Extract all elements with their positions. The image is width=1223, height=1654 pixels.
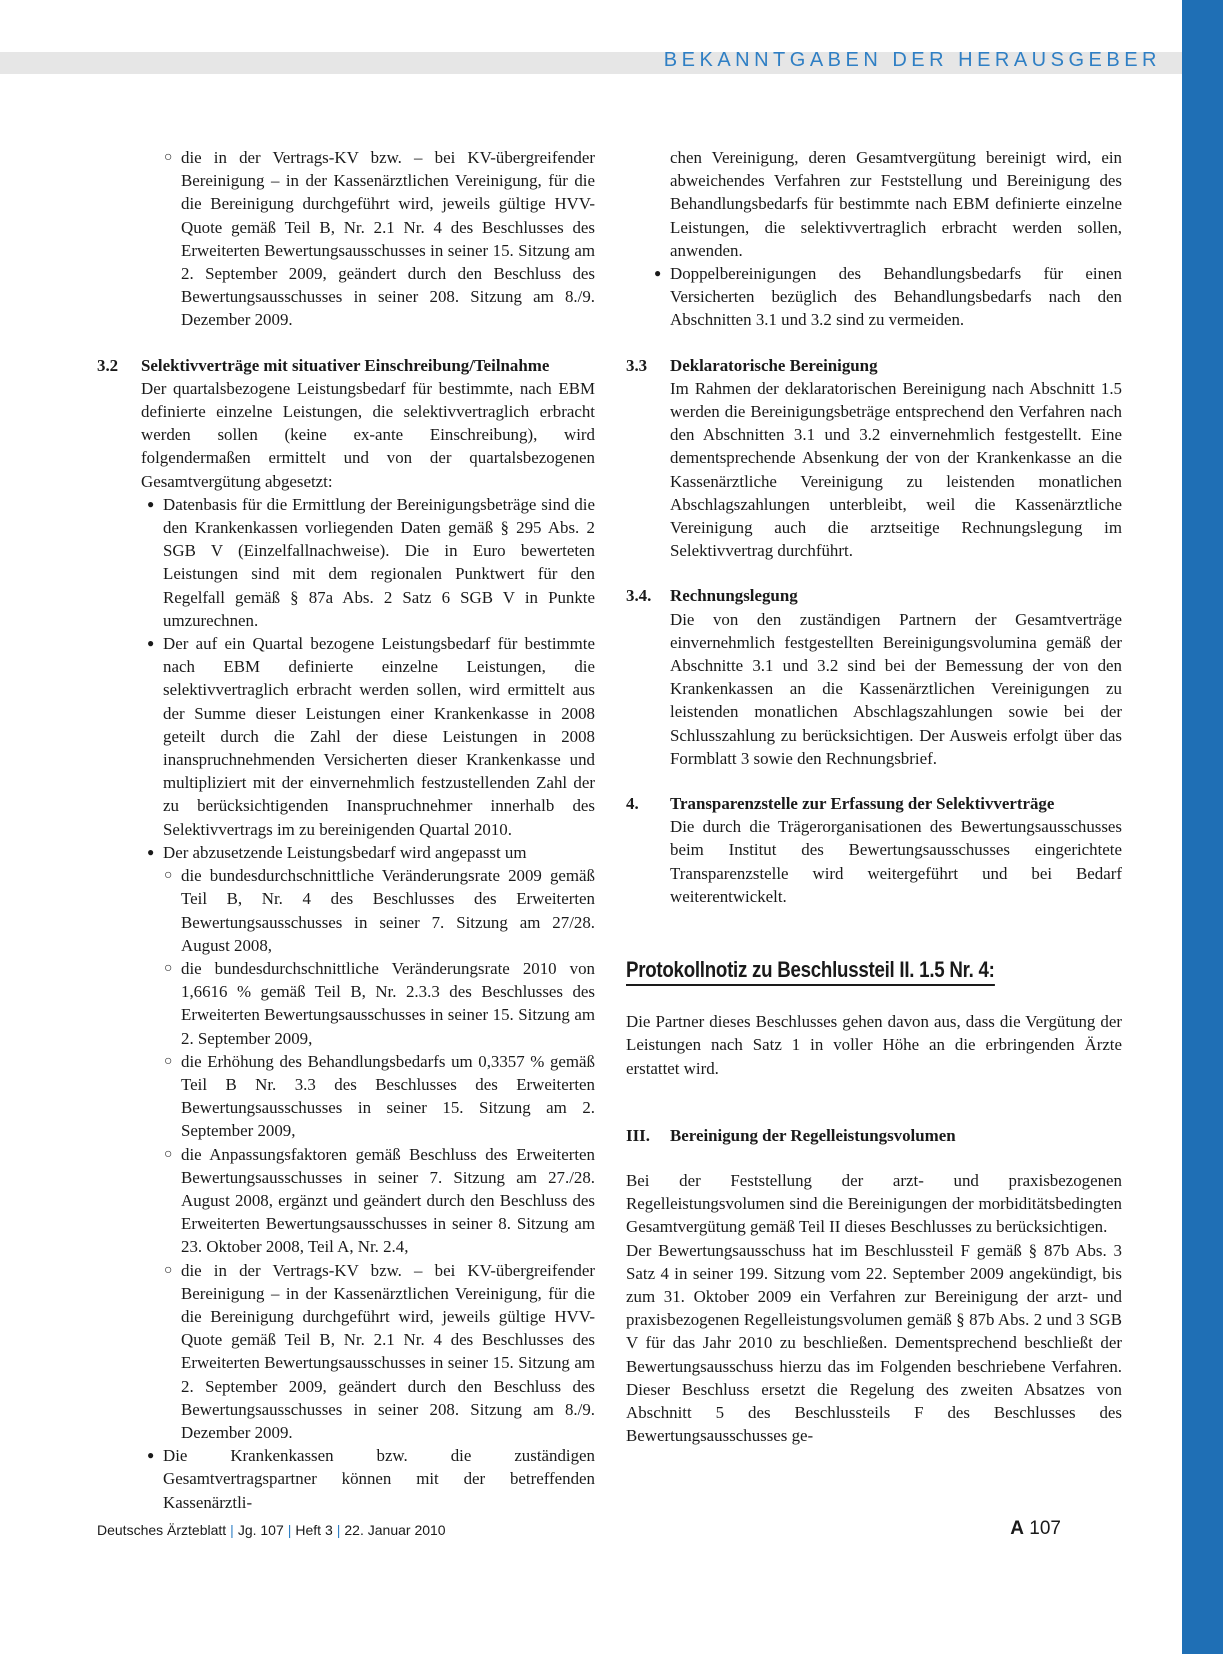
section-number: 3.2 — [97, 355, 119, 375]
continued-text: chen Vereinigung, deren Gesamtvergütung bereinigt wird, ein abweichendes Verfahren zur Feststellung und Bereinigung des Behandlungsbedarfs für bestimmte nach EBM definierte einzelne Leistungen, die selektivvertraglich erbracht werden sollen, anwenden. — [670, 148, 1122, 260]
section-title: Selektivverträge mit situativer Einschreibung/Teilnahme — [141, 355, 550, 375]
footer-citation — [97, 1522, 446, 1538]
section-text: Die durch die Trägerorganisationen des Bewertungsausschusses beim Institut des Bewertungsausschusses eingerichtete Transparenzstelle wird weitergeführt und bei Bedarf weiterentwickelt. — [670, 817, 1122, 906]
section-text: Der Bewertungsausschuss hat im Beschlussteil F gemäß § 87b Abs. 3 Satz 4 in seiner 199. Sitzung vom 22. September 2009 angekündigt, bis zum 31. Oktober 2009 ein Verfahren zur Bereinigung der arzt- und praxisbezogenen Regelleistungsvolumen gemäß § 87b Abs. 2 und 3 SGB V für das Jahr 2010 zu beschließen. Dementsprechend beschließt der Bewertungsausschuss hierzu das im Folgenden beschriebene Verfahren. Dieser Beschluss ersetzt die Regelung des zweiten Absatzes von Abschnitt 5 des Beschlussteils F des Beschlusses des Bewertungsausschusses ge- — [626, 1240, 1122, 1446]
right-column — [626, 146, 1122, 1447]
section-number: 3.4. — [626, 586, 652, 606]
section-text: Die von den zuständigen Partnern der Gesamtverträge einvernehmlich festgestellten Bereinigungsvolumina gemäß der Abschnitte 3.1 und 3.2 sind bei der Bemessung der von den Krankenkassen an die Kassenärztlichen Vereinigungen zu leistenden monatlichen Abschlagszahlungen sowie bei der Schlusszahlung zu berücksichtigen. Der Ausweis erfolgt über das Formblatt 3 sowie den Rechnungsbrief. — [670, 609, 1122, 768]
side-color-bar — [1182, 0, 1223, 1654]
section-number: III. — [626, 1125, 650, 1145]
page-prefix: A — [1010, 1518, 1025, 1539]
footer-separator: | — [287, 1522, 292, 1538]
protocol-note-heading: Protokollnotiz zu Beschlussteil II. 1.5 Nr. 4: — [626, 956, 995, 986]
list-item: ● Der auf ein Quartal bezogene Leistungsbedarf für bestimmte nach EBM definierte einzelne Leistungen, die selektivvertraglich erbracht werden sollen, wird ermittelt aus der Summe dieser Leistungen einer Krankenkasse in 2008 geteilt durch die Zahl der diese Leistungen in 2008 inanspruchnehmenden Versicherten dieser Krankenkasse und multipliziert mit der einvernehmlich festzustellenden Zahl der zu berücksichtigenden Inanspruchnehmer innerhalb des Selektivvertrags im zu bereinigenden Quartal 2010. — [145, 632, 595, 841]
protocol-note-text: Die Partner dieses Beschlusses gehen davon aus, dass die Vergütung der Leistungen nach Satz 1 in voller Höhe an die erbringenden Ärzte erstattet wird. — [626, 1012, 1122, 1078]
issue-date: 22. Januar 2010 — [344, 1522, 446, 1538]
section-4 — [626, 792, 1122, 908]
left-column — [97, 146, 595, 1514]
page-number — [1010, 1518, 1061, 1540]
sub-list-item: ○ die in der Vertrags-KV bzw. – bei KV-übergreifender Bereinigung – in der Kassenärztlichen Vereinigung, für die die Bereinigung durchgeführt wird, jeweils gültige HVV-Quote gemäß Teil B, Nr. 2.1 Nr. 4 des Beschlusses des Erweiterten Bewertungsausschusses in seiner 15. Sitzung am 2. September 2009, geändert durch den Beschluss des Bewertungsausschusses in seiner 208. Sitzung am 8./9. Dezember 2009. — [163, 1259, 595, 1445]
section-text: Der quartalsbezogene Leistungsbedarf für bestimmte, nach EBM definierte einzelne Leistungen, die selektivvertraglich erbracht werden sollen (keine ex-ante Einschreibung), wird folgendermaßen ermittelt und von der quartalsbezogenen Gesamtvergütung abgesetzt: — [141, 378, 595, 491]
section-title: Deklaratorische Bereinigung — [670, 355, 878, 375]
issue: Heft 3 — [295, 1522, 333, 1538]
section-number: 3.3 — [626, 355, 648, 375]
sub-list-item: ○ die bundesdurchschnittliche Veränderungsrate 2009 gemäß Teil B, Nr. 4 des Beschlusses des Erweiterten Bewertungsausschusses in seiner 7. Sitzung am 27/28. August 2008, — [163, 864, 595, 957]
section-text: Im Rahmen der deklaratorischen Bereinigung nach Abschnitt 1.5 werden die Bereinigungsbeträge entsprechend den Verfahren nach den Abschnitten 3.1 und 3.2 einvernehmlich festgestellt. Eine dementsprechende Absenkung der von der Krankenkasse an die Kassenärztliche Vereinigung zu leistenden monatlichen Abschlagszahlungen unterbleibt, weil die Kassenärztliche Vereinigung auch die arztseitige Rechnungslegung im Selektivvertrag durchführt. — [670, 378, 1122, 561]
section-text: Bei der Feststellung der arzt- und praxisbezogenen Regelleistungsvolumen sind die Bereinigungen der morbiditätsbedingten Gesamtvergütung gemäß Teil II dieses Beschlusses zu berücksichtigen. — [626, 1170, 1122, 1237]
section-3-2 — [97, 354, 595, 1514]
footer-separator: | — [336, 1522, 341, 1538]
section-3-3 — [626, 354, 1122, 563]
section-number: 4. — [626, 794, 639, 814]
sub-list-item: ○ die Anpassungsfaktoren gemäß Beschluss des Erweiterten Bewertungsausschusses in seiner 7. Sitzung am 27./28. August 2008, ergänzt und geändert durch den Beschluss des Erweiterten Bewertungsausschusses in seiner 8. Sitzung am 23. Oktober 2008, Teil A, Nr. 2.4, — [163, 1143, 595, 1259]
footer-separator: | — [230, 1522, 234, 1538]
journal-name: Deutsches Ärzteblatt — [97, 1522, 227, 1538]
section-3-4 — [626, 584, 1122, 770]
section-title: Bereinigung der Regelleistungsvolumen — [670, 1125, 956, 1145]
section-title: Transparenzstelle zur Erfassung der Selektivverträge — [670, 794, 1055, 814]
sub-list-item: ○ die bundesdurchschnittliche Veränderungsrate 2010 von 1,6616 % gemäß Teil B, Nr. 2.3.3 des Beschlusses des Erweiterten Bewertungsausschusses in seiner 15. Sitzung am 2. September 2009, — [163, 957, 595, 1050]
list-item: ● Datenbasis für die Ermittlung der Bereinigungsbeträge sind die den Krankenkassen vorliegenden Daten gemäß § 295 Abs. 2 SGB V (Einzelfallnachweise). Die in Euro bewerteten Leistungen sind mit dem regionalen Punktwert für den Regelfall gemäß § 87a Abs. 2 Satz 6 SGB V in Punkte umzurechnen. — [145, 493, 595, 632]
volume: Jg. 107 — [237, 1522, 284, 1538]
section-header: BEKANNTGABEN DER HERAUSGEBER — [663, 49, 1161, 71]
list-item: ○ die in der Vertrags-KV bzw. – bei KV-übergreifender Bereinigung – in der Kassenärztlichen Vereinigung, für die die Bereinigung durchgeführt wird, jeweils gültige HVV-Quote gemäß Teil B, Nr. 2.1 Nr. 4 des Beschlusses des Erweiterten Bewertungsausschusses in seiner 15. Sitzung am 2. September 2009, geändert durch den Beschluss des Bewertungsausschusses in seiner 208. Sitzung am 8./9. Dezember 2009. — [163, 146, 595, 332]
page-value: 107 — [1029, 1518, 1061, 1539]
list-item: ● Doppelbereinigungen des Behandlungsbedarfs für einen Versicherten bezüglich des Behandlungsbedarfs nach den Abschnitten 3.1 und 3.2 sind zu vermeiden. — [652, 262, 1122, 332]
section-title: Rechnungslegung — [670, 586, 798, 606]
list-item: ● Die Krankenkassen bzw. die zuständigen Gesamtvertragspartner können mit der betreffenden Kassenärztli- — [145, 1444, 595, 1514]
sub-list-item: ○ die Erhöhung des Behandlungsbedarfs um 0,3357 % gemäß Teil B Nr. 3.3 des Beschlusses des Erweiterten Bewertungsausschusses in seiner 15. Sitzung am 2. September 2009, — [163, 1050, 595, 1143]
section-III — [626, 1124, 1122, 1448]
list-item: ● Der abzusetzende Leistungsbedarf wird angepasst um — [145, 841, 595, 864]
